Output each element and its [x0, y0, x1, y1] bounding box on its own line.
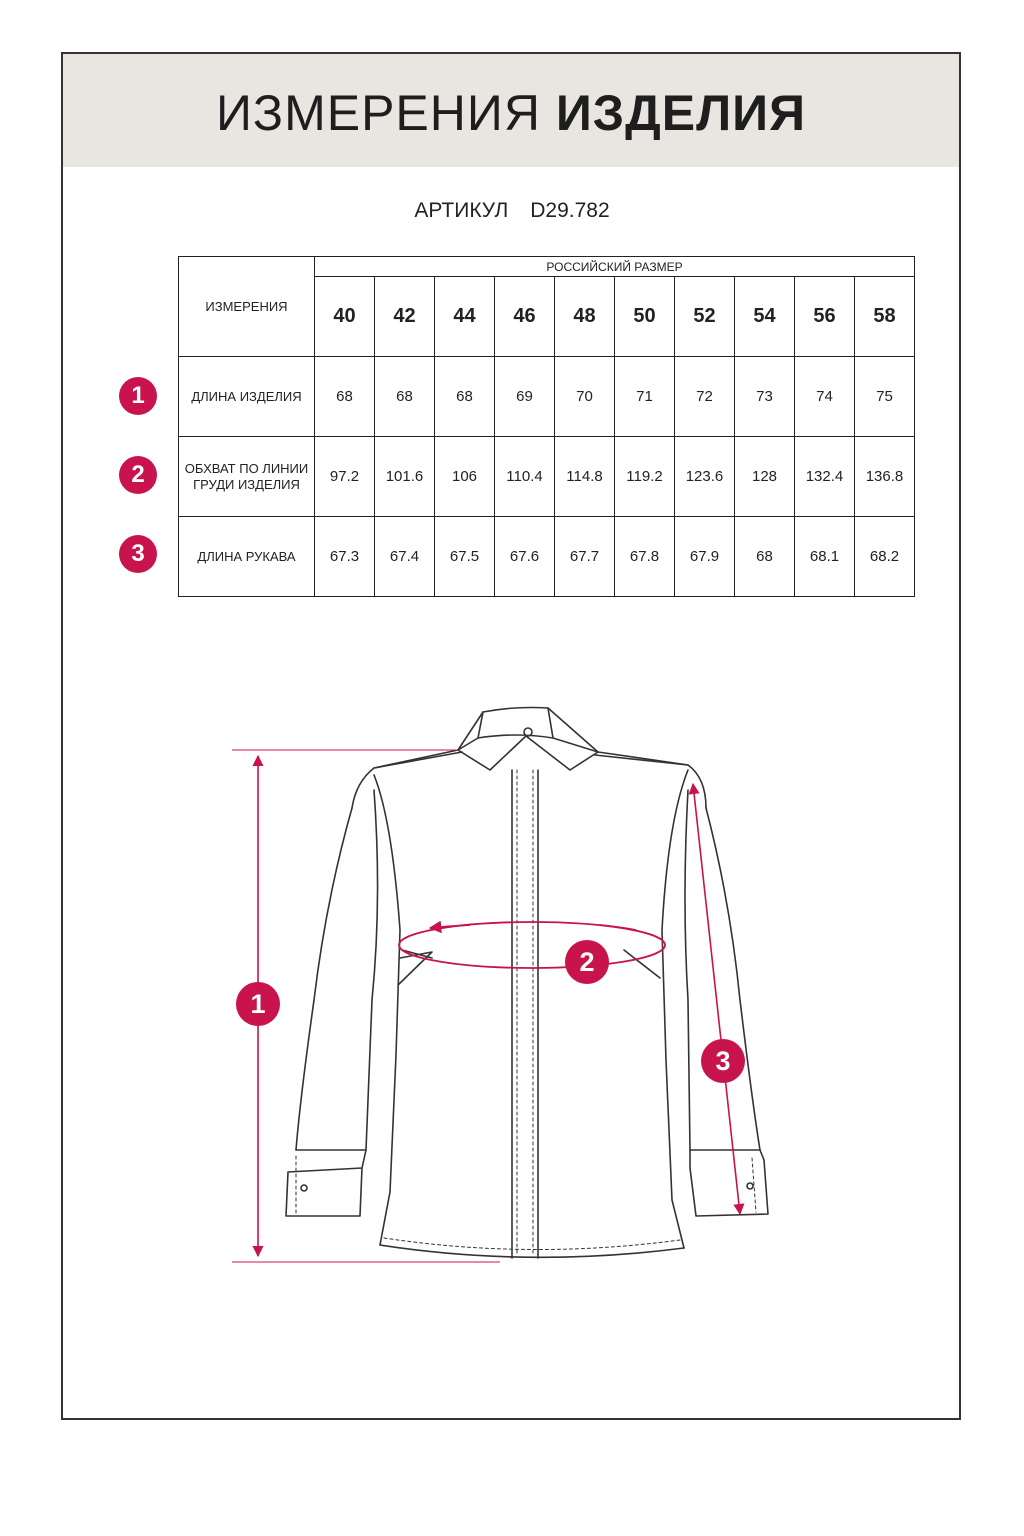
- table-cell: 128: [735, 437, 795, 517]
- size-header: 48: [555, 277, 615, 357]
- table-cell: 123.6: [675, 437, 735, 517]
- table-cell: 70: [555, 357, 615, 437]
- sleeve-left-outer: [296, 808, 352, 1150]
- article-label: АРТИКУЛ: [414, 199, 509, 222]
- table-cell: 68: [435, 357, 495, 437]
- body-right-side: [662, 770, 688, 1248]
- cuff-left-button: [301, 1185, 307, 1191]
- size-header: 40: [315, 277, 375, 357]
- size-header: 42: [375, 277, 435, 357]
- title-bold: ИЗДЕЛИЯ: [555, 85, 807, 141]
- title-light: ИЗМЕРЕНИЯ: [215, 85, 541, 141]
- table-cell: 68.2: [855, 517, 915, 597]
- measurements-header: ИЗМЕРЕНИЯ: [179, 257, 315, 357]
- row-label: ОБХВАТ ПО ЛИНИИ ГРУДИ ИЗДЕЛИЯ: [179, 437, 315, 517]
- size-header: 58: [855, 277, 915, 357]
- table-cell: 68: [735, 517, 795, 597]
- table-cell: 106: [435, 437, 495, 517]
- cuff-right: [690, 1150, 768, 1216]
- size-header: 54: [735, 277, 795, 357]
- sleeve-right-inner: [685, 790, 690, 1150]
- collar-stand: [478, 708, 553, 739]
- table-cell: 69: [495, 357, 555, 437]
- table-cell: 68.1: [795, 517, 855, 597]
- size-header: 46: [495, 277, 555, 357]
- article-code: D29.782: [530, 199, 610, 222]
- table-cell: 75: [855, 357, 915, 437]
- table-cell: 132.4: [795, 437, 855, 517]
- table-cell: 73: [735, 357, 795, 437]
- table-cell: 110.4: [495, 437, 555, 517]
- size-header: 52: [675, 277, 735, 357]
- cuff-left: [286, 1150, 366, 1216]
- table-cell: 74: [795, 357, 855, 437]
- diagram-marker-2: 2: [565, 940, 609, 984]
- shirt-outline: [286, 708, 768, 1259]
- table-cell: 67.6: [495, 517, 555, 597]
- row-marker-1: 1: [119, 377, 157, 415]
- table-cell: 67.7: [555, 517, 615, 597]
- sleeve-left-inner: [366, 790, 378, 1150]
- size-header: 44: [435, 277, 495, 357]
- table-cell: 136.8: [855, 437, 915, 517]
- body-left-side: [374, 775, 400, 1245]
- table-cell: 67.8: [615, 517, 675, 597]
- collar-left: [458, 736, 526, 770]
- diagram-marker-3: 3: [701, 1039, 745, 1083]
- measure-chest: [399, 922, 665, 968]
- table-cell: 101.6: [375, 437, 435, 517]
- size-group-header: РОССИЙСКИЙ РАЗМЕР: [315, 257, 915, 277]
- collar-right: [526, 736, 598, 770]
- diagram-marker-1: 1: [236, 982, 280, 1026]
- table-cell: 67.5: [435, 517, 495, 597]
- table-cell: 68: [375, 357, 435, 437]
- table-cell: 72: [675, 357, 735, 437]
- table-cell: 67.4: [375, 517, 435, 597]
- table-cell: 97.2: [315, 437, 375, 517]
- cuff-right-button: [747, 1183, 753, 1189]
- table-cell: 67.9: [675, 517, 735, 597]
- size-header: 56: [795, 277, 855, 357]
- table-cell: 68: [315, 357, 375, 437]
- chest-arrow-right: [600, 925, 636, 930]
- shoulder-left: [352, 750, 458, 808]
- table-cell: 119.2: [615, 437, 675, 517]
- size-header: 50: [615, 277, 675, 357]
- table-cell: 71: [615, 357, 675, 437]
- row-marker-2: 2: [119, 456, 157, 494]
- row-marker-3: 3: [119, 535, 157, 573]
- table-cell: 67.3: [315, 517, 375, 597]
- table-cell: 114.8: [555, 437, 615, 517]
- row-label: ДЛИНА РУКАВА: [179, 517, 315, 597]
- row-label: ДЛИНА ИЗДЕЛИЯ: [179, 357, 315, 437]
- hem: [380, 1245, 684, 1257]
